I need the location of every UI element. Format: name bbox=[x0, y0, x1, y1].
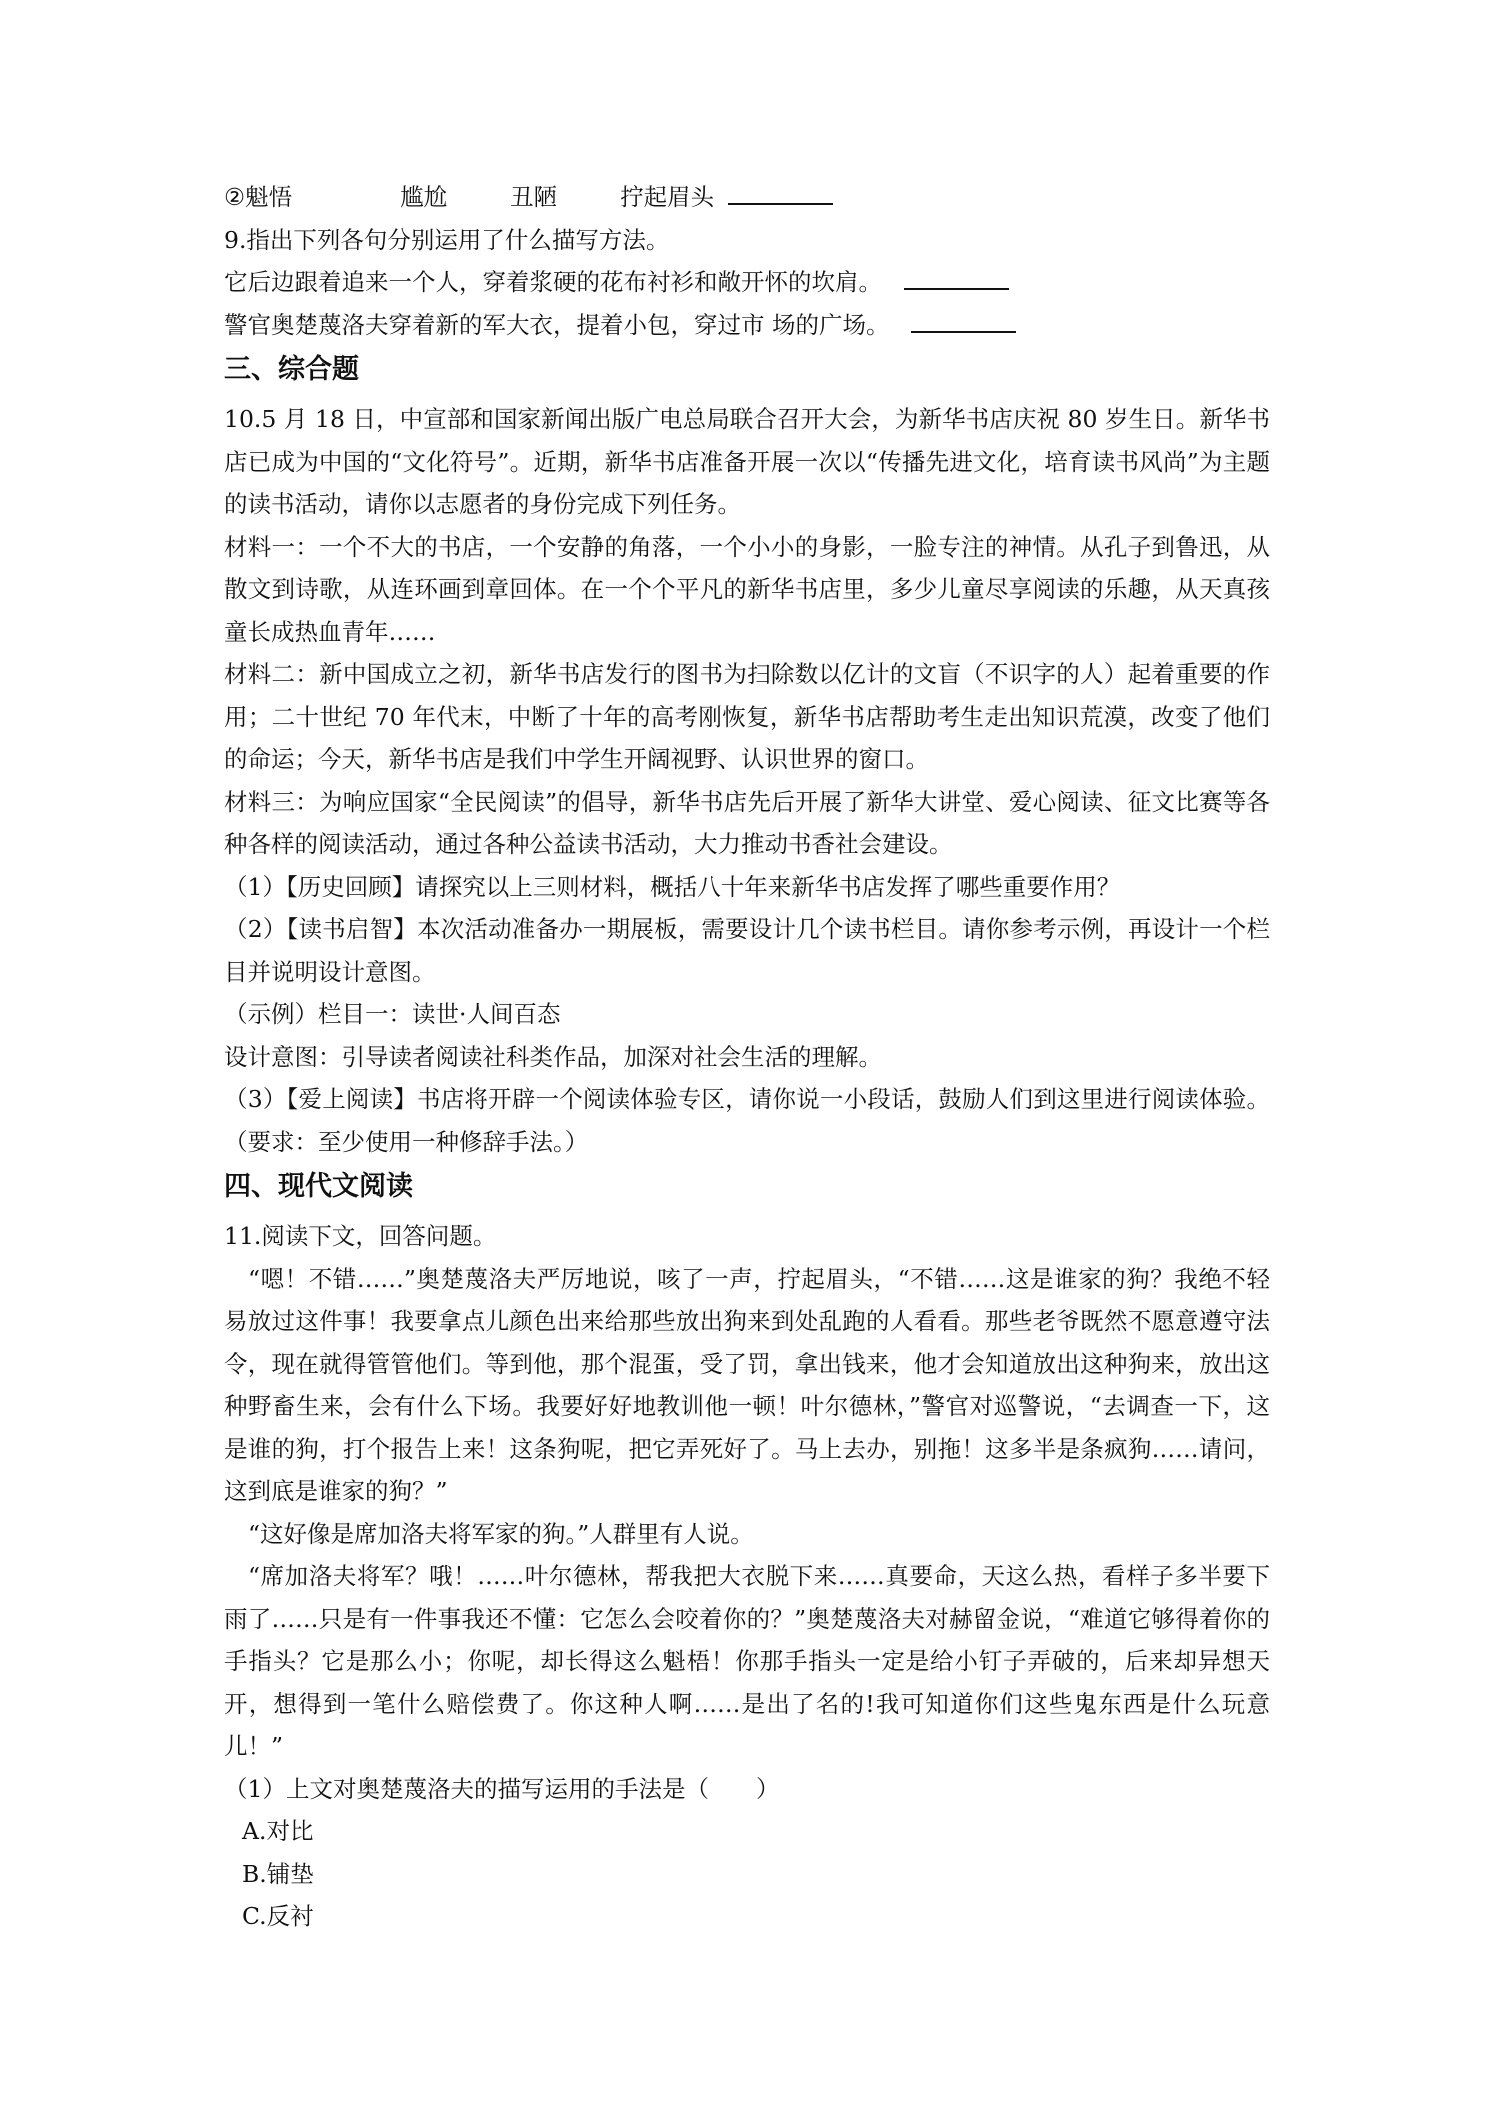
passage-paragraph-3: “席加洛夫将军？哦！……叶尔德林，帮我把大衣脱下来……真要命，天这么热，看样子多半要下雨了……只是有一件事我还不懂：它怎么会咬着你的？”奥楚蔑洛夫对赫留金说，“难道它够得着你的手指头？它是那么小；你呢，却长得这么魁梧！你那手指头一定是给小钉子弄破的，后来却异想天开，想得到一笔什么赔偿费了。你这种人啊……是出了名的!我可知道你们这些鬼东西是什么玩意儿！” bbox=[224, 1562, 1270, 1760]
document-content bbox=[224, 176, 1270, 1938]
example-line: （示例）栏目一：读世·人间百态 bbox=[224, 1000, 561, 1028]
q9-sentence-1: 它后边跟着追来一个人，穿着浆硬的花布衬衫和敞开怀的坎肩。 bbox=[224, 268, 882, 296]
option-a[interactable]: A.对比 bbox=[242, 1817, 314, 1845]
answer-blank[interactable] bbox=[728, 181, 833, 205]
word-2: 尴尬 bbox=[400, 183, 448, 211]
q11-sub-question-1: （1）上文对奥楚蔑洛夫的描写运用的手法是（ ） bbox=[224, 1774, 780, 1803]
task-2: （2）【读书启智】本次活动准备办一期展板，需要设计几个读书栏目。请你参考示例，再设计一个栏目并说明设计意图。 bbox=[224, 915, 1270, 986]
q8-item-2-row bbox=[224, 176, 1270, 219]
material-2: 材料二：新中国成立之初，新华书店发行的图书为扫除数以亿计的文盲（不识字的人）起着重要的作用；二十世纪 70 年代末，中断了十年的高考刚恢复，新华书店帮助考生走出知识荒漠，改变了他们的命运；今天，新华书店是我们中学生开阔视野、认识世界的窗口。 bbox=[224, 660, 1270, 773]
word-4: 拧起眉头 bbox=[620, 183, 715, 211]
item-marker: ② bbox=[224, 183, 246, 211]
passage-paragraph-1: “嗯！不错……”奥楚蔑洛夫严厉地说，咳了一声，拧起眉头，“不错……这是谁家的狗？我绝不轻易放过这件事！我要拿点儿颜色出来给那些放出狗来到处乱跑的人看看。那些老爷既然不愿意遵守法令，现在就得管管他们。等到他，那个混蛋，受了罚，拿出钱来，他才会知道放出这种狗来，放出这种野畜生来，会有什么下场。我要好好地教训他一顿！叶尔德林，”警官对巡警说，“去调查一下，这是谁的狗，打个报告上来！这条狗呢，把它弄死好了。马上去办，别拖！这多半是条疯狗……请问，这到底是谁家的狗？” bbox=[224, 1264, 1270, 1505]
q9-sentence-1-row bbox=[224, 261, 1270, 304]
option-c[interactable]: C.反衬 bbox=[242, 1902, 314, 1930]
q9-sentence-2: 警官奥楚蔑洛夫穿着新的军大衣，提着小包，穿过市 场的广场。 bbox=[224, 310, 890, 339]
word-3: 丑陋 bbox=[510, 183, 558, 211]
section-4-heading: 四、现代文阅读 bbox=[224, 1171, 413, 1202]
answer-blank[interactable] bbox=[911, 309, 1016, 333]
material-1: 材料一：一个不大的书店，一个安静的角落，一个小小的身影，一脸专注的神情。从孔子到鲁迅，从散文到诗歌，从连环画到章回体。在一个个平凡的新华书店里，多少儿童尽享阅读的乐趣，从天真孩童长成热血青年…… bbox=[224, 532, 1270, 646]
section-3-heading: 三、综合题 bbox=[224, 354, 359, 385]
q10-intro: 10.5 月 18 日，中宣部和国家新闻出版广电总局联合召开大会，为新华书店庆祝 80 岁生日。新华书店已成为中国的“文化符号”。近期，新华书店准备开展一次以“传播先进文化，培育读书风尚”为主题的读书活动，请你以志愿者的身份完成下列任务。 bbox=[224, 405, 1270, 518]
material-3: 材料三：为响应国家“全民阅读”的倡导，新华书店先后开展了新华大讲堂、爱心阅读、征文比赛等各种各样的阅读活动，通过各种公益读书活动，大力推动书香社会建设。 bbox=[224, 787, 1270, 858]
q9-prompt: 9.指出下列各句分别运用了什么描写方法。 bbox=[224, 225, 670, 254]
design-intent-line: 设计意图：引导读者阅读社科类作品，加深对社会生活的理解。 bbox=[224, 1042, 882, 1071]
word-1: 魁悟 bbox=[245, 183, 293, 211]
passage-paragraph-2: “这好像是席加洛夫将军家的狗。”人群里有人说。 bbox=[248, 1519, 754, 1548]
q11-prompt: 11.阅读下文，回答问题。 bbox=[224, 1222, 497, 1250]
q9-sentence-2-row bbox=[224, 304, 1270, 347]
task-1: （1）【历史回顾】请探究以上三则材料，概括八十年来新华书店发挥了哪些重要作用？ bbox=[224, 872, 1121, 901]
task-3: （3）【爱上阅读】书店将开辟一个阅读体验专区，请你说一小段话，鼓励人们到这里进行阅读体验。（要求：至少使用一种修辞手法。） bbox=[224, 1085, 1270, 1156]
answer-blank[interactable] bbox=[904, 266, 1009, 290]
option-b[interactable]: B.铺垫 bbox=[242, 1859, 314, 1888]
